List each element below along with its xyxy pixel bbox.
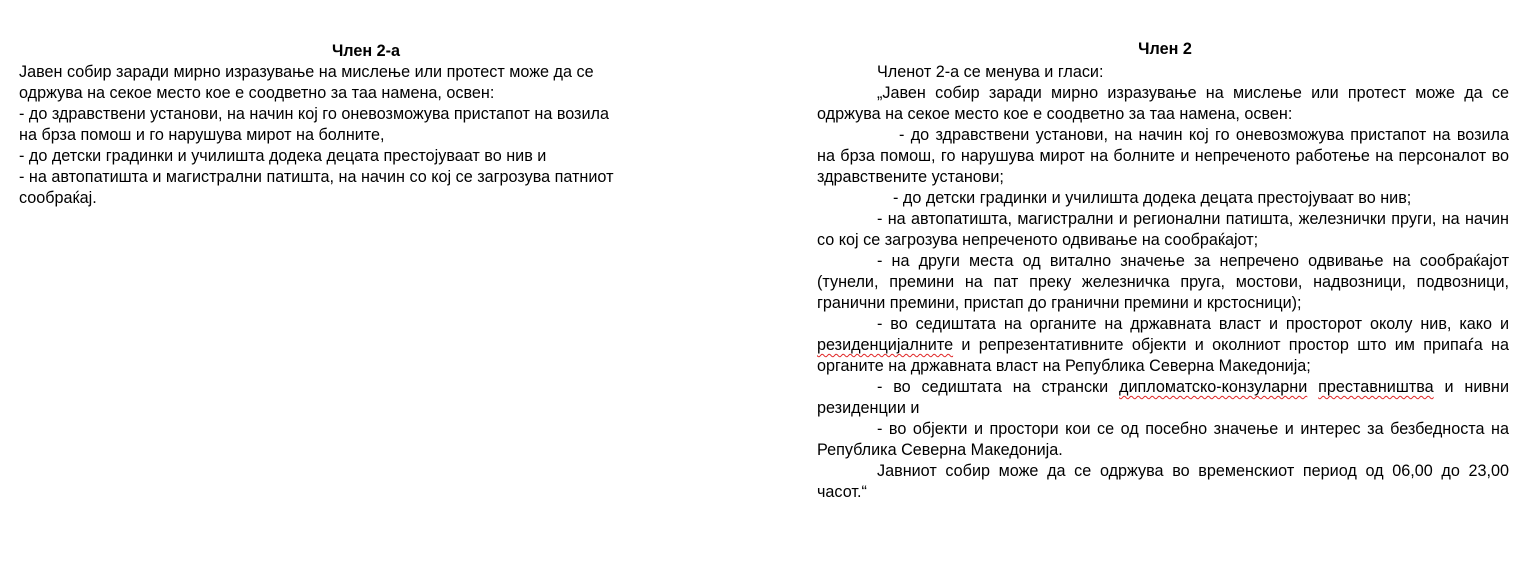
amended-item-schools: - до детски градинки и училишта додека децата престојуваат во нив; [893,189,1412,207]
amended-item-health: - до здравствени установи, на начин кој го оневозможува пристапот на возила на брза помош, го нарушува мирот на болните и непреченото работење на персоналот во здравствените установи; [817,126,1509,186]
original-line-3: - до здравствени установи, на начин кој го оневозможува пристапот на возила [19,105,609,123]
original-article-column [19,41,709,209]
original-line-4: на брза помош и го нарушува мирот на болните, [19,126,385,144]
diplomatic-text-mid [1307,378,1318,396]
original-line-7: сообраќај. [19,189,97,207]
state-bodies-text-a: - во седиштата на органите на државната власт и просторот околу нив, како и [877,315,1509,333]
original-line-1: Јавен собир заради мирно изразување на мислење или протест може да се [19,63,594,81]
spellcheck-word-diplomatic: дипломатско-конзуларни [1119,378,1308,396]
amended-paragraph-main: „Јавен собир заради мирно изразување на мислење или протест може да се одржува на секое место кое е соодветно за таа намена, освен: [817,84,1509,123]
state-bodies-text-b: и репрезентативните објекти и околниот простор што им припаѓа на органите на државната власт на Република Северна Македонија; [817,336,1509,375]
amended-article-column [817,41,1509,503]
original-line-5: - до детски градинки и училишта додека децата престојуваат во нив и [19,147,547,165]
amended-item-state-bodies [817,314,1509,377]
spellcheck-word-missions: преставништва [1318,378,1434,396]
original-article-title: Член 2-а [331,42,401,60]
diplomatic-text-a: - во седиштата на странски [877,378,1120,396]
amended-item-security: - во објекти и простори кои се од посебно значење и интерес за безбедноста на Република Северна Македонија. [817,420,1509,459]
amendment-intro: Членот 2-а се менува и гласи: [877,63,1104,81]
amended-time-period: Јавниот собир може да се одржува во временскиот период од 06,00 до 23,00 часот.“ [817,462,1509,501]
diplomatic-text-b: и нивни резиденции и [817,378,1509,417]
original-line-6: - на автопатишта и магистрални патишта, на начин со кој се загрозува патниот [19,168,614,186]
original-line-2: одржува на секое место кое е соодветно за таа намена, освен: [19,84,495,102]
amended-item-roads: - на автопатишта, магистрални и регионални патишта, железнички пруги, на начин со кој се загрозува непреченото одвивање на сообраќајот; [817,210,1509,249]
spellcheck-word-residential: резиденцијалните [817,336,954,354]
amended-article-title: Член 2 [1138,40,1192,58]
amended-item-vital-places: - на други места од витално значење за непречено одвивање на сообраќајот (тунели, премини на пат преку железничка пруга, мостови, надвозници, подвозници, гранични премини, пристап до гранични премини и крстосници); [817,252,1509,312]
amended-item-diplomatic [817,377,1509,419]
